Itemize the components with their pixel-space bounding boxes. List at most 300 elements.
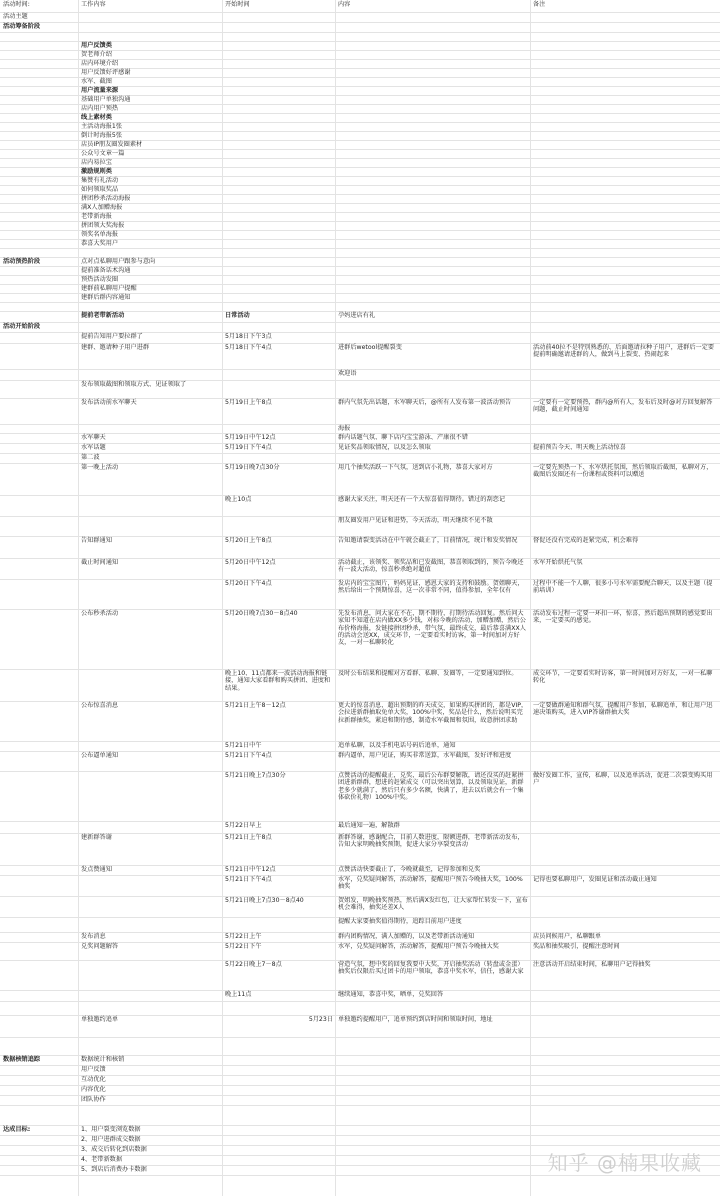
cell-content[interactable] bbox=[335, 275, 530, 284]
cell-content[interactable] bbox=[335, 59, 530, 68]
cell-task[interactable] bbox=[78, 960, 222, 990]
cell-stage[interactable] bbox=[0, 1085, 78, 1095]
cell-stage[interactable] bbox=[0, 113, 78, 122]
cell-task[interactable]: 截止时间通知 bbox=[81, 559, 119, 566]
cell-note[interactable]: 备注 bbox=[533, 1, 546, 8]
cell-note[interactable] bbox=[530, 149, 720, 158]
cell-content[interactable]: 点赞活动快要截止了，今晚就截至，记得参加和兑奖 bbox=[338, 866, 481, 873]
cell-stage[interactable] bbox=[0, 1155, 78, 1165]
cell-task[interactable]: 公布秒杀活动 bbox=[81, 610, 119, 617]
cell-note[interactable] bbox=[530, 896, 720, 917]
cell-stage[interactable] bbox=[0, 212, 78, 221]
cell-task[interactable] bbox=[78, 32, 222, 41]
cell-task[interactable] bbox=[78, 1037, 222, 1055]
cell-note[interactable] bbox=[530, 203, 720, 212]
cell-note[interactable] bbox=[530, 176, 720, 185]
cell-content[interactable] bbox=[335, 22, 530, 32]
cell-content[interactable] bbox=[335, 322, 530, 332]
cell-stage[interactable] bbox=[0, 380, 78, 398]
cell-start-time[interactable] bbox=[222, 1037, 335, 1055]
cell-note[interactable] bbox=[530, 495, 720, 516]
cell-note[interactable]: 一定要做群通知和群气氛，提醒用户参加，私聊追单，和让用户迅速决策购买，进入VIP答谢群抽大奖 bbox=[533, 702, 713, 717]
cell-start-time[interactable] bbox=[222, 113, 335, 122]
cell-start-time[interactable] bbox=[222, 203, 335, 212]
cell-stage[interactable] bbox=[0, 495, 78, 516]
cell-note[interactable] bbox=[530, 212, 720, 221]
cell-task[interactable] bbox=[78, 424, 222, 433]
cell-task[interactable]: 提前告知用户要拉群了 bbox=[81, 333, 143, 340]
cell-task[interactable]: 倒计时海报5张 bbox=[81, 132, 123, 139]
cell-task[interactable]: 建群前私聊用户提醒 bbox=[81, 285, 137, 292]
cell-task[interactable]: 拼团领大奖海报 bbox=[81, 222, 125, 229]
cell-note[interactable]: 注意活动开启结束时间，私聊用户记得抽奖 bbox=[533, 961, 651, 968]
cell-note[interactable]: 做好发圈工作，宣传，私聊，以及追单活动，促进二次裂变购买用户 bbox=[533, 772, 713, 787]
cell-content[interactable] bbox=[335, 380, 530, 398]
cell-content[interactable]: 贺姐发，明晚抽奖预热，然后满X发红包，让大家帮忙转发一下，宣布机会难得，抽奖还差X人 bbox=[338, 897, 528, 912]
cell-stage[interactable] bbox=[0, 311, 78, 322]
cell-content[interactable] bbox=[335, 140, 530, 149]
cell-task[interactable]: 1、用户裂变浏览数据 bbox=[81, 1126, 141, 1133]
cell-stage[interactable] bbox=[0, 167, 78, 176]
cell-stage[interactable] bbox=[0, 95, 78, 104]
cell-note[interactable] bbox=[530, 248, 720, 257]
cell-stage[interactable]: 活动时间: bbox=[3, 1, 30, 8]
cell-start-time[interactable] bbox=[222, 194, 335, 203]
cell-start-time[interactable] bbox=[222, 1125, 335, 1135]
cell-content[interactable] bbox=[335, 302, 530, 311]
cell-content[interactable]: 群内话题气氛、聊下店内宝宝游泳、产康很不错 bbox=[338, 434, 468, 441]
cell-content[interactable]: 先发布消息，问大家在不在，期不期待，打期待活动回复。然后问大家知不知道在店内做XX多少钱，对标今晚的活动，加赠加赠，然后公布价格海报，发链接拼团秒杀，带气氛，最终成交，最后恭喜满XX人的活动会送XX，成交环节，一定要看实时访客，第一时间加对方好友，一对一私聊转化 bbox=[338, 610, 526, 647]
cell-content[interactable] bbox=[335, 77, 530, 86]
cell-note[interactable] bbox=[530, 751, 720, 771]
cell-stage[interactable] bbox=[0, 1065, 78, 1075]
cell-task[interactable]: 告知群通知 bbox=[81, 537, 112, 544]
cell-task[interactable]: 店内用户预热 bbox=[81, 105, 119, 112]
cell-stage[interactable] bbox=[0, 41, 78, 50]
cell-task[interactable] bbox=[78, 369, 222, 380]
cell-content[interactable]: 欢迎语 bbox=[338, 370, 357, 377]
cell-task[interactable]: 第二波 bbox=[81, 454, 100, 461]
cell-note[interactable] bbox=[530, 424, 720, 433]
cell-start-time[interactable]: 5月20日中午12点 bbox=[225, 559, 276, 566]
cell-note[interactable] bbox=[530, 185, 720, 194]
cell-content[interactable]: 营造气氛，想中奖的回复我要中大奖，开启抽奖活动（转盘或金蛋）抽奖后仅限后买过团卡的用户领取，恭喜中奖水军，信任，感谢大家 bbox=[338, 961, 524, 976]
cell-content[interactable] bbox=[335, 1075, 530, 1085]
cell-content[interactable] bbox=[335, 221, 530, 230]
cell-stage[interactable] bbox=[0, 751, 78, 771]
cell-task[interactable]: 基础用户单独沟通 bbox=[81, 96, 131, 103]
cell-content[interactable]: 及时公布结果和提醒对方看群、私聊、发圈等，一定要通知到位。 bbox=[338, 670, 518, 677]
cell-content[interactable] bbox=[335, 1095, 530, 1105]
cell-stage[interactable] bbox=[0, 230, 78, 239]
cell-note[interactable] bbox=[530, 140, 720, 149]
cell-stage[interactable] bbox=[0, 701, 78, 741]
cell-note[interactable] bbox=[530, 59, 720, 68]
cell-start-time[interactable]: 5月21日下午4点 bbox=[225, 752, 272, 759]
cell-task[interactable] bbox=[78, 875, 222, 896]
cell-start-time[interactable] bbox=[222, 275, 335, 284]
cell-note[interactable] bbox=[530, 1065, 720, 1075]
cell-task[interactable]: 3、成交后转化到店数据 bbox=[81, 1146, 147, 1153]
cell-note[interactable] bbox=[530, 221, 720, 230]
cell-task[interactable]: 满X人加赠海报 bbox=[81, 204, 123, 211]
cell-start-time[interactable] bbox=[222, 248, 335, 257]
cell-note[interactable]: 一定要有一定要预热，群内@所有人，发布后及时@对方回复解答问题，截止时间通知 bbox=[533, 399, 713, 414]
cell-note[interactable]: 督促还没有完成的赶紧完成，机会难得 bbox=[533, 537, 639, 544]
cell-content[interactable] bbox=[335, 266, 530, 275]
cell-start-time[interactable] bbox=[222, 1095, 335, 1105]
cell-stage[interactable] bbox=[0, 558, 78, 579]
cell-note[interactable] bbox=[530, 380, 720, 398]
cell-note[interactable]: 记得也要私聊用户，发圈见证和活动截止通知 bbox=[533, 876, 657, 883]
cell-start-time[interactable]: 日常活动 bbox=[225, 312, 250, 319]
cell-note[interactable] bbox=[530, 86, 720, 95]
cell-start-time[interactable] bbox=[222, 12, 335, 22]
cell-note[interactable] bbox=[530, 167, 720, 176]
cell-task[interactable]: 建群、邀请种子用户进群 bbox=[81, 344, 150, 351]
cell-start-time[interactable]: 5月20日上午8点 bbox=[225, 537, 272, 544]
cell-task[interactable]: 团队协作 bbox=[81, 1096, 106, 1103]
cell-start-time[interactable] bbox=[222, 41, 335, 50]
cell-note[interactable]: 活动发布过程一定要一环扣一环，惊喜，然后超出预期的感觉要出来，一定要买的感觉。 bbox=[533, 610, 713, 625]
cell-task[interactable]: 第一晚上活动 bbox=[81, 464, 119, 471]
cell-content[interactable]: 见证奖品领取情况，以及怎么领取 bbox=[338, 444, 431, 451]
cell-note[interactable] bbox=[530, 113, 720, 122]
cell-start-time[interactable]: 5月20日晚7点30－8点40 bbox=[225, 610, 298, 617]
cell-note[interactable] bbox=[530, 1095, 720, 1105]
cell-start-time[interactable] bbox=[222, 1085, 335, 1095]
cell-stage[interactable] bbox=[0, 32, 78, 41]
cell-stage[interactable] bbox=[0, 266, 78, 275]
cell-task[interactable]: 建新群答谢 bbox=[81, 834, 112, 841]
cell-note[interactable] bbox=[530, 50, 720, 59]
cell-stage[interactable] bbox=[0, 398, 78, 424]
cell-content[interactable] bbox=[335, 131, 530, 140]
cell-task[interactable]: 用户流量来源 bbox=[81, 87, 119, 94]
cell-note[interactable] bbox=[530, 284, 720, 293]
cell-task[interactable]: 用户反馈类 bbox=[81, 42, 112, 49]
cell-start-time[interactable] bbox=[222, 176, 335, 185]
cell-content[interactable]: 朋友圈发用户见证和进势，今天活动，明天继续不见不散 bbox=[338, 517, 493, 524]
cell-note[interactable] bbox=[530, 302, 720, 311]
cell-note[interactable] bbox=[530, 22, 720, 32]
cell-start-time[interactable] bbox=[222, 266, 335, 275]
cell-start-time[interactable] bbox=[222, 1145, 335, 1155]
cell-note[interactable] bbox=[530, 12, 720, 22]
cell-content[interactable] bbox=[335, 1125, 530, 1135]
cell-start-time[interactable]: 5月22日上午 bbox=[225, 933, 262, 940]
cell-task[interactable] bbox=[78, 741, 222, 751]
cell-start-time[interactable] bbox=[222, 453, 335, 463]
cell-stage[interactable]: 活动预热阶段 bbox=[3, 258, 41, 265]
cell-note[interactable] bbox=[530, 95, 720, 104]
cell-stage[interactable] bbox=[0, 463, 78, 495]
cell-task[interactable]: 水军话题 bbox=[81, 444, 106, 451]
cell-start-time[interactable]: 5月21日晚上7点30－8点40 bbox=[225, 897, 304, 904]
cell-task[interactable]: 用户反馈好评感谢 bbox=[81, 69, 131, 76]
cell-start-time[interactable]: 5月21日中午12点 bbox=[225, 866, 276, 873]
cell-content[interactable] bbox=[335, 293, 530, 302]
cell-task[interactable]: 发布活动前水军聊天 bbox=[81, 399, 137, 406]
cell-task[interactable]: 水军聊天 bbox=[81, 434, 106, 441]
cell-task[interactable]: 2、用户进群成交数据 bbox=[81, 1136, 141, 1143]
cell-stage[interactable] bbox=[0, 221, 78, 230]
cell-stage[interactable] bbox=[0, 741, 78, 751]
cell-task[interactable]: 提前老带新活动 bbox=[81, 312, 125, 319]
cell-stage[interactable] bbox=[0, 275, 78, 284]
cell-content[interactable]: 孕妈进店有礼 bbox=[338, 312, 376, 319]
cell-start-time[interactable] bbox=[222, 322, 335, 332]
cell-start-time[interactable] bbox=[222, 32, 335, 41]
cell-content[interactable] bbox=[335, 332, 530, 343]
cell-task[interactable]: 发布领取截图和领取方式、见证领取了 bbox=[81, 381, 187, 388]
cell-content[interactable]: 用几个抽奖活跃一下气氛，送到店小礼物，恭喜大家对方 bbox=[338, 464, 493, 471]
cell-stage[interactable] bbox=[0, 433, 78, 443]
cell-task[interactable]: 预热活动发圈 bbox=[81, 276, 119, 283]
cell-task[interactable]: 店内易拉宝 bbox=[81, 159, 112, 166]
cell-note[interactable] bbox=[530, 230, 720, 239]
cell-task[interactable] bbox=[78, 22, 222, 32]
cell-task[interactable]: 恭喜大奖用户 bbox=[81, 240, 119, 247]
cell-note[interactable] bbox=[530, 311, 720, 322]
cell-stage[interactable] bbox=[0, 875, 78, 896]
cell-content[interactable]: 群内气氛先出话题，水军聊天后，@所有人发布第一波活动预告 bbox=[338, 399, 512, 406]
cell-content[interactable]: 感谢大家关注，明天还有一个大惊喜值得期待。错过的刮恋记 bbox=[338, 496, 506, 503]
cell-start-time[interactable]: 5月19日中午12点 bbox=[225, 434, 276, 441]
cell-content[interactable]: 新群答谢，感谢配合，目前人数进度，限额进群，老带新活动发布，告知大家明晚抽奖预期，促进大家分享裂变活动 bbox=[338, 834, 524, 849]
cell-start-time[interactable] bbox=[222, 122, 335, 131]
cell-stage[interactable] bbox=[0, 59, 78, 68]
cell-start-time[interactable]: 5月21日下午4点 bbox=[225, 876, 272, 883]
cell-task[interactable]: 发布消息 bbox=[81, 933, 106, 940]
cell-stage[interactable] bbox=[0, 821, 78, 833]
cell-stage[interactable] bbox=[0, 176, 78, 185]
cell-stage[interactable] bbox=[0, 516, 78, 536]
cell-start-time[interactable]: 晚上10、11点都来一波活动海报和链接，通知大家看群和购买拼团、进度和结果。 bbox=[225, 670, 331, 692]
cell-content[interactable] bbox=[335, 32, 530, 41]
cell-task[interactable] bbox=[78, 322, 222, 332]
cell-stage[interactable] bbox=[0, 942, 78, 960]
cell-task[interactable] bbox=[78, 917, 222, 932]
cell-start-time[interactable] bbox=[222, 140, 335, 149]
cell-task[interactable]: 主活动海报1张 bbox=[81, 123, 123, 130]
cell-start-time[interactable]: 5月21日上午8－12点 bbox=[225, 702, 286, 709]
cell-note[interactable] bbox=[530, 1085, 720, 1095]
cell-task[interactable] bbox=[78, 821, 222, 833]
cell-content[interactable] bbox=[335, 257, 530, 266]
cell-start-time[interactable] bbox=[222, 284, 335, 293]
cell-note[interactable] bbox=[530, 1015, 720, 1037]
cell-task[interactable] bbox=[78, 1001, 222, 1015]
cell-start-time[interactable]: 5月21日中午 bbox=[225, 742, 262, 749]
cell-content[interactable] bbox=[335, 1155, 530, 1165]
cell-task[interactable]: 集赞有礼活动 bbox=[81, 177, 119, 184]
cell-task[interactable]: 单独邀约追单 bbox=[81, 1016, 119, 1023]
cell-task[interactable]: 线上素材类 bbox=[81, 114, 112, 121]
cell-content[interactable] bbox=[335, 176, 530, 185]
cell-content[interactable]: 发店内的宝宝图片，妈妈见证，感恩大家的支持和鼓励。贺姐聊天，然后给出一个预期惊喜，这一次非常不同，值得参加，全年仅有 bbox=[338, 580, 524, 595]
cell-content[interactable] bbox=[335, 185, 530, 194]
cell-start-time[interactable] bbox=[222, 158, 335, 167]
cell-note[interactable]: 店员问候用户，私聊跟单 bbox=[533, 933, 602, 940]
cell-content[interactable] bbox=[335, 1037, 530, 1055]
cell-stage[interactable] bbox=[0, 239, 78, 248]
cell-note[interactable] bbox=[530, 1075, 720, 1085]
cell-content[interactable]: 水军，兑奖疑问解答，活动解答，提醒用户预告今晚抽大奖，100%抽奖 bbox=[338, 876, 523, 891]
cell-stage[interactable]: 活动主题 bbox=[3, 13, 28, 20]
cell-stage[interactable] bbox=[0, 669, 78, 701]
cell-stage[interactable] bbox=[0, 185, 78, 194]
cell-start-time[interactable] bbox=[222, 167, 335, 176]
cell-stage[interactable] bbox=[0, 1165, 78, 1175]
cell-stage[interactable] bbox=[0, 68, 78, 77]
cell-start-time[interactable]: 5月18日下午4点 bbox=[225, 344, 272, 351]
cell-note[interactable] bbox=[530, 275, 720, 284]
cell-note[interactable]: 奖品和抽奖吸引，提醒注意时间 bbox=[533, 943, 620, 950]
cell-content[interactable] bbox=[335, 1135, 530, 1145]
cell-content[interactable]: 海报 bbox=[338, 425, 351, 432]
cell-start-time[interactable] bbox=[222, 50, 335, 59]
cell-content[interactable]: 继续通知，恭喜中奖，晒单，兑奖回答 bbox=[338, 991, 444, 998]
cell-content[interactable] bbox=[335, 50, 530, 59]
cell-task[interactable]: 水军、截图 bbox=[81, 78, 112, 85]
cell-task[interactable] bbox=[78, 990, 222, 1001]
cell-start-time[interactable]: 开始时间 bbox=[225, 1, 250, 8]
cell-task[interactable] bbox=[78, 516, 222, 536]
cell-start-time[interactable] bbox=[222, 1055, 335, 1065]
cell-task[interactable] bbox=[78, 495, 222, 516]
cell-note[interactable] bbox=[530, 322, 720, 332]
cell-start-time[interactable] bbox=[222, 302, 335, 311]
cell-task[interactable] bbox=[78, 771, 222, 821]
cell-note[interactable] bbox=[530, 194, 720, 203]
cell-note[interactable]: 活动前40拉不是特别熟悉的、后面邀请拉种子用户，进群后一定要提前明确邀请进群的人，做到马上裂变、热闹起来 bbox=[533, 344, 715, 359]
cell-task[interactable]: 店员IP朋友圈发圈素材 bbox=[81, 141, 143, 148]
cell-task[interactable]: 内容优化 bbox=[81, 1086, 106, 1093]
cell-note[interactable] bbox=[530, 1105, 720, 1125]
cell-stage[interactable] bbox=[0, 122, 78, 131]
cell-content[interactable]: 水军，兑奖疑问解答，活动解答，提醒用户预告今晚抽大奖 bbox=[338, 943, 499, 950]
cell-content[interactable]: 群内逼单，用户见证，购买非常送算，水军截图，发好评和进度 bbox=[338, 752, 512, 759]
cell-content[interactable] bbox=[335, 12, 530, 22]
cell-stage[interactable] bbox=[0, 1145, 78, 1155]
cell-content[interactable]: 进群后wetool提醒裂变 bbox=[338, 344, 402, 351]
cell-task[interactable]: 5、到店后消费办卡数据 bbox=[81, 1166, 147, 1173]
cell-start-time[interactable] bbox=[222, 131, 335, 140]
cell-start-time[interactable]: 5月22日早上 bbox=[225, 822, 262, 829]
cell-note[interactable] bbox=[530, 239, 720, 248]
cell-task[interactable]: 领奖名单海报 bbox=[81, 231, 119, 238]
cell-content[interactable] bbox=[335, 248, 530, 257]
cell-start-time[interactable]: 5月19日上午8点 bbox=[225, 399, 272, 406]
cell-content[interactable]: 内容 bbox=[338, 1, 351, 8]
cell-start-time[interactable]: 5月22日晚上7－8点 bbox=[225, 961, 282, 968]
cell-stage[interactable]: 数据核销追踪 bbox=[3, 1056, 41, 1063]
cell-content[interactable]: 追单私聊，以及手机电话号码后追单，通知 bbox=[338, 742, 456, 749]
cell-task[interactable]: 老带新海报 bbox=[81, 213, 112, 220]
cell-stage[interactable]: 达成目标: bbox=[3, 1126, 31, 1133]
cell-stage[interactable] bbox=[0, 194, 78, 203]
cell-note[interactable] bbox=[530, 158, 720, 167]
cell-start-time[interactable] bbox=[222, 1075, 335, 1085]
cell-content[interactable] bbox=[335, 95, 530, 104]
cell-note[interactable] bbox=[530, 1125, 720, 1135]
cell-start-time[interactable]: 晚上11点 bbox=[225, 991, 252, 998]
cell-stage[interactable] bbox=[0, 50, 78, 59]
cell-note[interactable] bbox=[530, 68, 720, 77]
cell-task[interactable] bbox=[78, 896, 222, 917]
cell-task[interactable]: 用户反馈 bbox=[81, 1066, 106, 1073]
cell-start-time[interactable]: 晚上10点 bbox=[225, 496, 252, 503]
cell-content[interactable]: 更大的惊喜消息，超出预期的昨天成交，如果购买拼团的，都是VIP，会拉进新群抽取免单大奖，100%中奖，奖品是什么，然后说明买完拉新群抽奖，紧迫和期待感，制造水军截图和氛围，故意拼团求助 bbox=[338, 702, 528, 724]
cell-start-time[interactable]: 5月20日下午4点 bbox=[225, 580, 272, 587]
cell-task[interactable]: 工作内容 bbox=[81, 1, 106, 8]
cell-content[interactable] bbox=[335, 1145, 530, 1155]
cell-note[interactable] bbox=[530, 1037, 720, 1055]
cell-start-time[interactable]: 5月21日上午8点 bbox=[225, 834, 272, 841]
cell-stage[interactable] bbox=[0, 536, 78, 558]
cell-note[interactable] bbox=[530, 332, 720, 343]
cell-start-time[interactable] bbox=[222, 1105, 335, 1125]
cell-note[interactable] bbox=[530, 1135, 720, 1145]
cell-content[interactable] bbox=[335, 212, 530, 221]
cell-content[interactable] bbox=[335, 1165, 530, 1175]
cell-content[interactable]: 最后通知一遍，解散群 bbox=[338, 822, 400, 829]
cell-stage[interactable] bbox=[0, 443, 78, 453]
cell-note[interactable]: 提前预告今天、明天晚上活动惊喜 bbox=[533, 444, 626, 451]
cell-start-time[interactable] bbox=[222, 77, 335, 86]
cell-stage[interactable] bbox=[0, 343, 78, 369]
cell-stage[interactable] bbox=[0, 1135, 78, 1145]
cell-content[interactable]: 单独邀约提醒用户，追单预约到店时间和领取时间，地址 bbox=[338, 1016, 493, 1023]
cell-content[interactable] bbox=[335, 203, 530, 212]
cell-start-time[interactable] bbox=[222, 86, 335, 95]
cell-content[interactable] bbox=[335, 230, 530, 239]
cell-start-time[interactable] bbox=[222, 917, 335, 932]
cell-note[interactable] bbox=[530, 1055, 720, 1065]
cell-task[interactable] bbox=[78, 1105, 222, 1125]
cell-note[interactable] bbox=[530, 1001, 720, 1015]
cell-stage[interactable] bbox=[0, 960, 78, 990]
cell-content[interactable] bbox=[335, 122, 530, 131]
cell-content[interactable] bbox=[335, 1055, 530, 1065]
cell-content[interactable] bbox=[335, 194, 530, 203]
cell-note[interactable]: 水军开始烘托气氛 bbox=[533, 559, 583, 566]
cell-start-time[interactable]: 5月19日晚7点30分 bbox=[225, 464, 280, 471]
cell-note[interactable] bbox=[530, 516, 720, 536]
cell-start-time[interactable] bbox=[222, 1135, 335, 1145]
cell-note[interactable] bbox=[530, 369, 720, 380]
cell-task[interactable]: 公众号文章一篇 bbox=[81, 150, 125, 157]
cell-stage[interactable] bbox=[0, 453, 78, 463]
cell-start-time[interactable]: 5月23日 bbox=[308, 1016, 333, 1023]
cell-task[interactable] bbox=[78, 579, 222, 609]
cell-content[interactable] bbox=[335, 41, 530, 50]
cell-task[interactable]: 拼团秒杀活动海报 bbox=[81, 195, 131, 202]
cell-note[interactable] bbox=[530, 990, 720, 1001]
cell-note[interactable] bbox=[530, 266, 720, 275]
cell-content[interactable]: 活动截止，该领奖、领奖品和已发截图，恭喜领取到的，预告今晚还有一波大活动，惊喜秒杀绝对超值 bbox=[338, 559, 524, 574]
cell-task[interactable]: 贺老师介绍 bbox=[81, 51, 112, 58]
cell-stage[interactable] bbox=[0, 865, 78, 875]
cell-content[interactable]: 告知邀请裂变活动在中午就会截止了，目前情况，统计和发奖情况 bbox=[338, 537, 518, 544]
cell-start-time[interactable] bbox=[222, 293, 335, 302]
cell-task[interactable]: 数据统计和核销 bbox=[81, 1056, 125, 1063]
cell-task[interactable]: 公布逼单通知 bbox=[81, 752, 119, 759]
cell-content[interactable]: 群内团购情况，满人加赠的，以及老带新活动通知 bbox=[338, 933, 475, 940]
cell-note[interactable] bbox=[530, 741, 720, 751]
cell-start-time[interactable] bbox=[222, 1001, 335, 1015]
